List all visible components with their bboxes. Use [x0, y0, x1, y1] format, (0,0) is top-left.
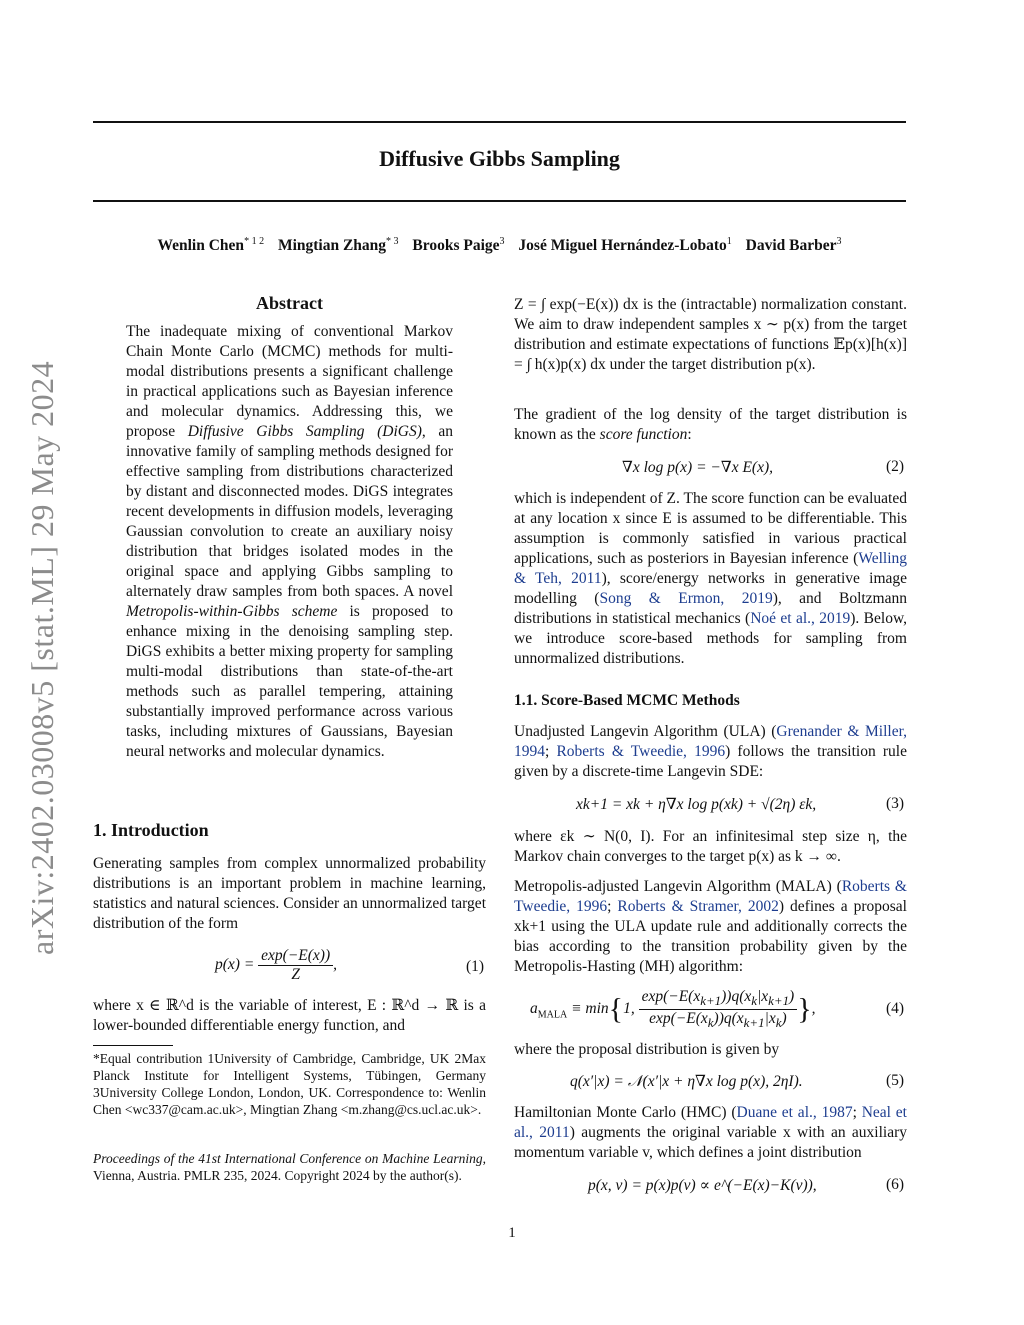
equation-2: ∇x log p(x) = −∇x E(x),	[622, 459, 774, 476]
equation-1: p(x) = $\frac{\exp(-E(x))}{Z}$ ,	[215, 947, 338, 983]
body-paragraph: where εk ∼ N(0, I). For an infinitesimal step size η, the Markov chain converges to the target p(x) as k → ∞.	[514, 828, 907, 865]
citation-link[interactable]: Song & Ermon, 2019	[599, 590, 773, 607]
equation-3: xk+1 = xk + η∇x log p(xk) + √(2η) εk,	[576, 796, 817, 813]
equation-number: (3)	[886, 795, 905, 812]
citation-link[interactable]: Welling & Teh, 2011	[514, 550, 907, 587]
author: Brooks Paige$^3$	[412, 236, 505, 255]
equation-6: p(x, v) = p(x)p(v) ∝ e^(−E(x)−K(v)),	[588, 1177, 817, 1194]
arxiv-identifier: arXiv:2402.03008v5 [stat.ML] 29 May 2024	[24, 360, 60, 955]
author: David Barber$^3$	[745, 236, 842, 255]
equation-4: $a_{MALA} \equiv \min\{1$, $\frac{\exp(-E(x_{k+1}))q(x_k|x_{k+1})}{\exp(-E(x_k))q(x_{k+1}|x_k)}$ },	[530, 988, 816, 1031]
citation-link[interactable]: Noé et al., 2019	[750, 610, 851, 627]
paper-title: Diffusive Gibbs Sampling	[379, 146, 620, 171]
body-paragraph: Unadjusted Langevin Algorithm (ULA) (Grenander & Miller, 1994; Roberts & Tweedie, 1996) follows the transition rule given by a discrete-time Langevin SDE:	[514, 723, 907, 780]
body-paragraph: Z = ∫ exp(−E(x)) dx is the (intractable) normalization constant. We aim to draw independent samples x ∼ p(x) from the target distribution and estimate expectations of functions 𝔼p(x)[h(x)] = ∫ h(x)p(x) dx under the target distribution p(x).	[514, 296, 907, 373]
equation-5: q(x′|x) = 𝒩(x′|x + η∇x log p(x), 2ηI).	[570, 1073, 803, 1090]
body-paragraph: The gradient of the log density of the target distribution is known as the score function:	[514, 406, 907, 443]
abstract-body: The inadequate mixing of conventional Markov Chain Monte Carlo (MCMC) methods for multi-modal distributions presents a significant challenge in practical applications such as Bayesian inference and molecular dynamics. Addressing this, we propose Diffusive Gibbs Sampling (DiGS), an innovative family of sampling methods designed for effective sampling from distributions characterized by distant and disconnected modes. DiGS integrates recent developments in diffusion models, leveraging Gaussian convolution to create an auxiliary noisy distribution that bridges isolated modes in the original space and applying Gibbs sampling to alternately draw samples from both spaces. A novel Metropolis-within-Gibbs scheme is proposed to enhance mixing in the denoising sampling step. DiGS exhibits a better mixing property for sampling multi-modal distributions than state-of-the-art methods such as parallel tempering, attaining substantially improved performance across various tasks, including mixtures of Gaussians, Bayesian neural networks and molecular dynamics.	[126, 323, 453, 760]
citation-link[interactable]: Roberts & Stramer, 2002	[617, 898, 779, 915]
top-rule	[93, 121, 906, 123]
body-paragraph: Metropolis-adjusted Langevin Algorithm (MALA) (Roberts & Tweedie, 1996; Roberts & Stramer, 2002) defines a proposal xk+1 using the ULA update rule and additionally corrects the bias according to the transition probability given by the Metropolis-Hasting (MH) algorithm:	[514, 878, 907, 975]
intro-paragraph: Generating samples from complex unnormalized probability distributions is an important problem in machine learning, statistics and natural sciences. Consider an unnormalized target distribution of the form	[93, 855, 486, 932]
body-paragraph: where the proposal distribution is given by	[514, 1041, 780, 1058]
author: Wenlin Chen$^{* 1 2}$	[157, 236, 265, 255]
equation-number: (1)	[466, 958, 485, 975]
citation-link[interactable]: Neal et al., 2011	[514, 1104, 907, 1141]
equation-number: (4)	[886, 1000, 905, 1017]
subsection-heading: 1.1. Score-Based MCMC Methods	[514, 692, 740, 709]
author: José Miguel Hernández-Lobato$^1$	[518, 236, 732, 255]
footnote: *Equal contribution 1University of Cambridge, Cambridge, UK 2Max Planck Institute for Intelligent Systems, Tübingen, Germany 3University College London, London, UK. Correspondence to: Wenlin Chen <wc337@cam.ac.uk>, Mingtian Zhang <m.zhang@cs.ucl.ac.uk>.	[93, 1051, 486, 1117]
equation-number: (5)	[886, 1072, 905, 1089]
intro-paragraph: where x ∈ ℝ^d is the variable of interest, E : ℝ^d → ℝ is a lower-bounded differentiable energy function, and	[93, 997, 486, 1034]
section-heading: 1. Introduction	[93, 820, 209, 840]
author-list	[93, 236, 906, 255]
equation-number: (2)	[886, 458, 905, 475]
body-paragraph: Hamiltonian Monte Carlo (HMC) (Duane et al., 1987; Neal et al., 2011) augments the original variable x with an auxiliary momentum variable v, which defines a joint distribution	[514, 1104, 907, 1161]
title-rule	[93, 200, 906, 202]
footnote-rule	[93, 1045, 173, 1046]
body-paragraph: which is independent of Z. The score function can be evaluated at any location x since E is assumed to be differentiable. This assumption is commonly satisfied in various practical applications, such as posteriors in Bayesian inference (Welling & Teh, 2011), score/energy networks in generative image modelling (Song & Ermon, 2019), and Boltzmann distributions in statistical mechanics (Noé et al., 2019). Below, we introduce score-based methods for sampling from unnormalized distributions.	[514, 490, 908, 667]
page-number: 1	[508, 1225, 516, 1241]
author: Mingtian Zhang$^{* 3}$	[277, 236, 399, 255]
abstract-heading: Abstract	[256, 293, 323, 313]
citation-link[interactable]: Grenander & Miller, 1994	[514, 723, 907, 760]
proceedings-note: Proceedings of the 41st International Conference on Machine Learning, Vienna, Austria. PMLR 235, 2024. Copyright 2024 by the author(s).	[93, 1151, 486, 1183]
equation-number: (6)	[886, 1176, 905, 1193]
citation-link[interactable]: Duane et al., 1987	[736, 1104, 853, 1121]
citation-link[interactable]: Roberts & Tweedie, 1996	[556, 743, 726, 760]
citation-link[interactable]: Roberts & Tweedie, 1996	[514, 878, 907, 915]
